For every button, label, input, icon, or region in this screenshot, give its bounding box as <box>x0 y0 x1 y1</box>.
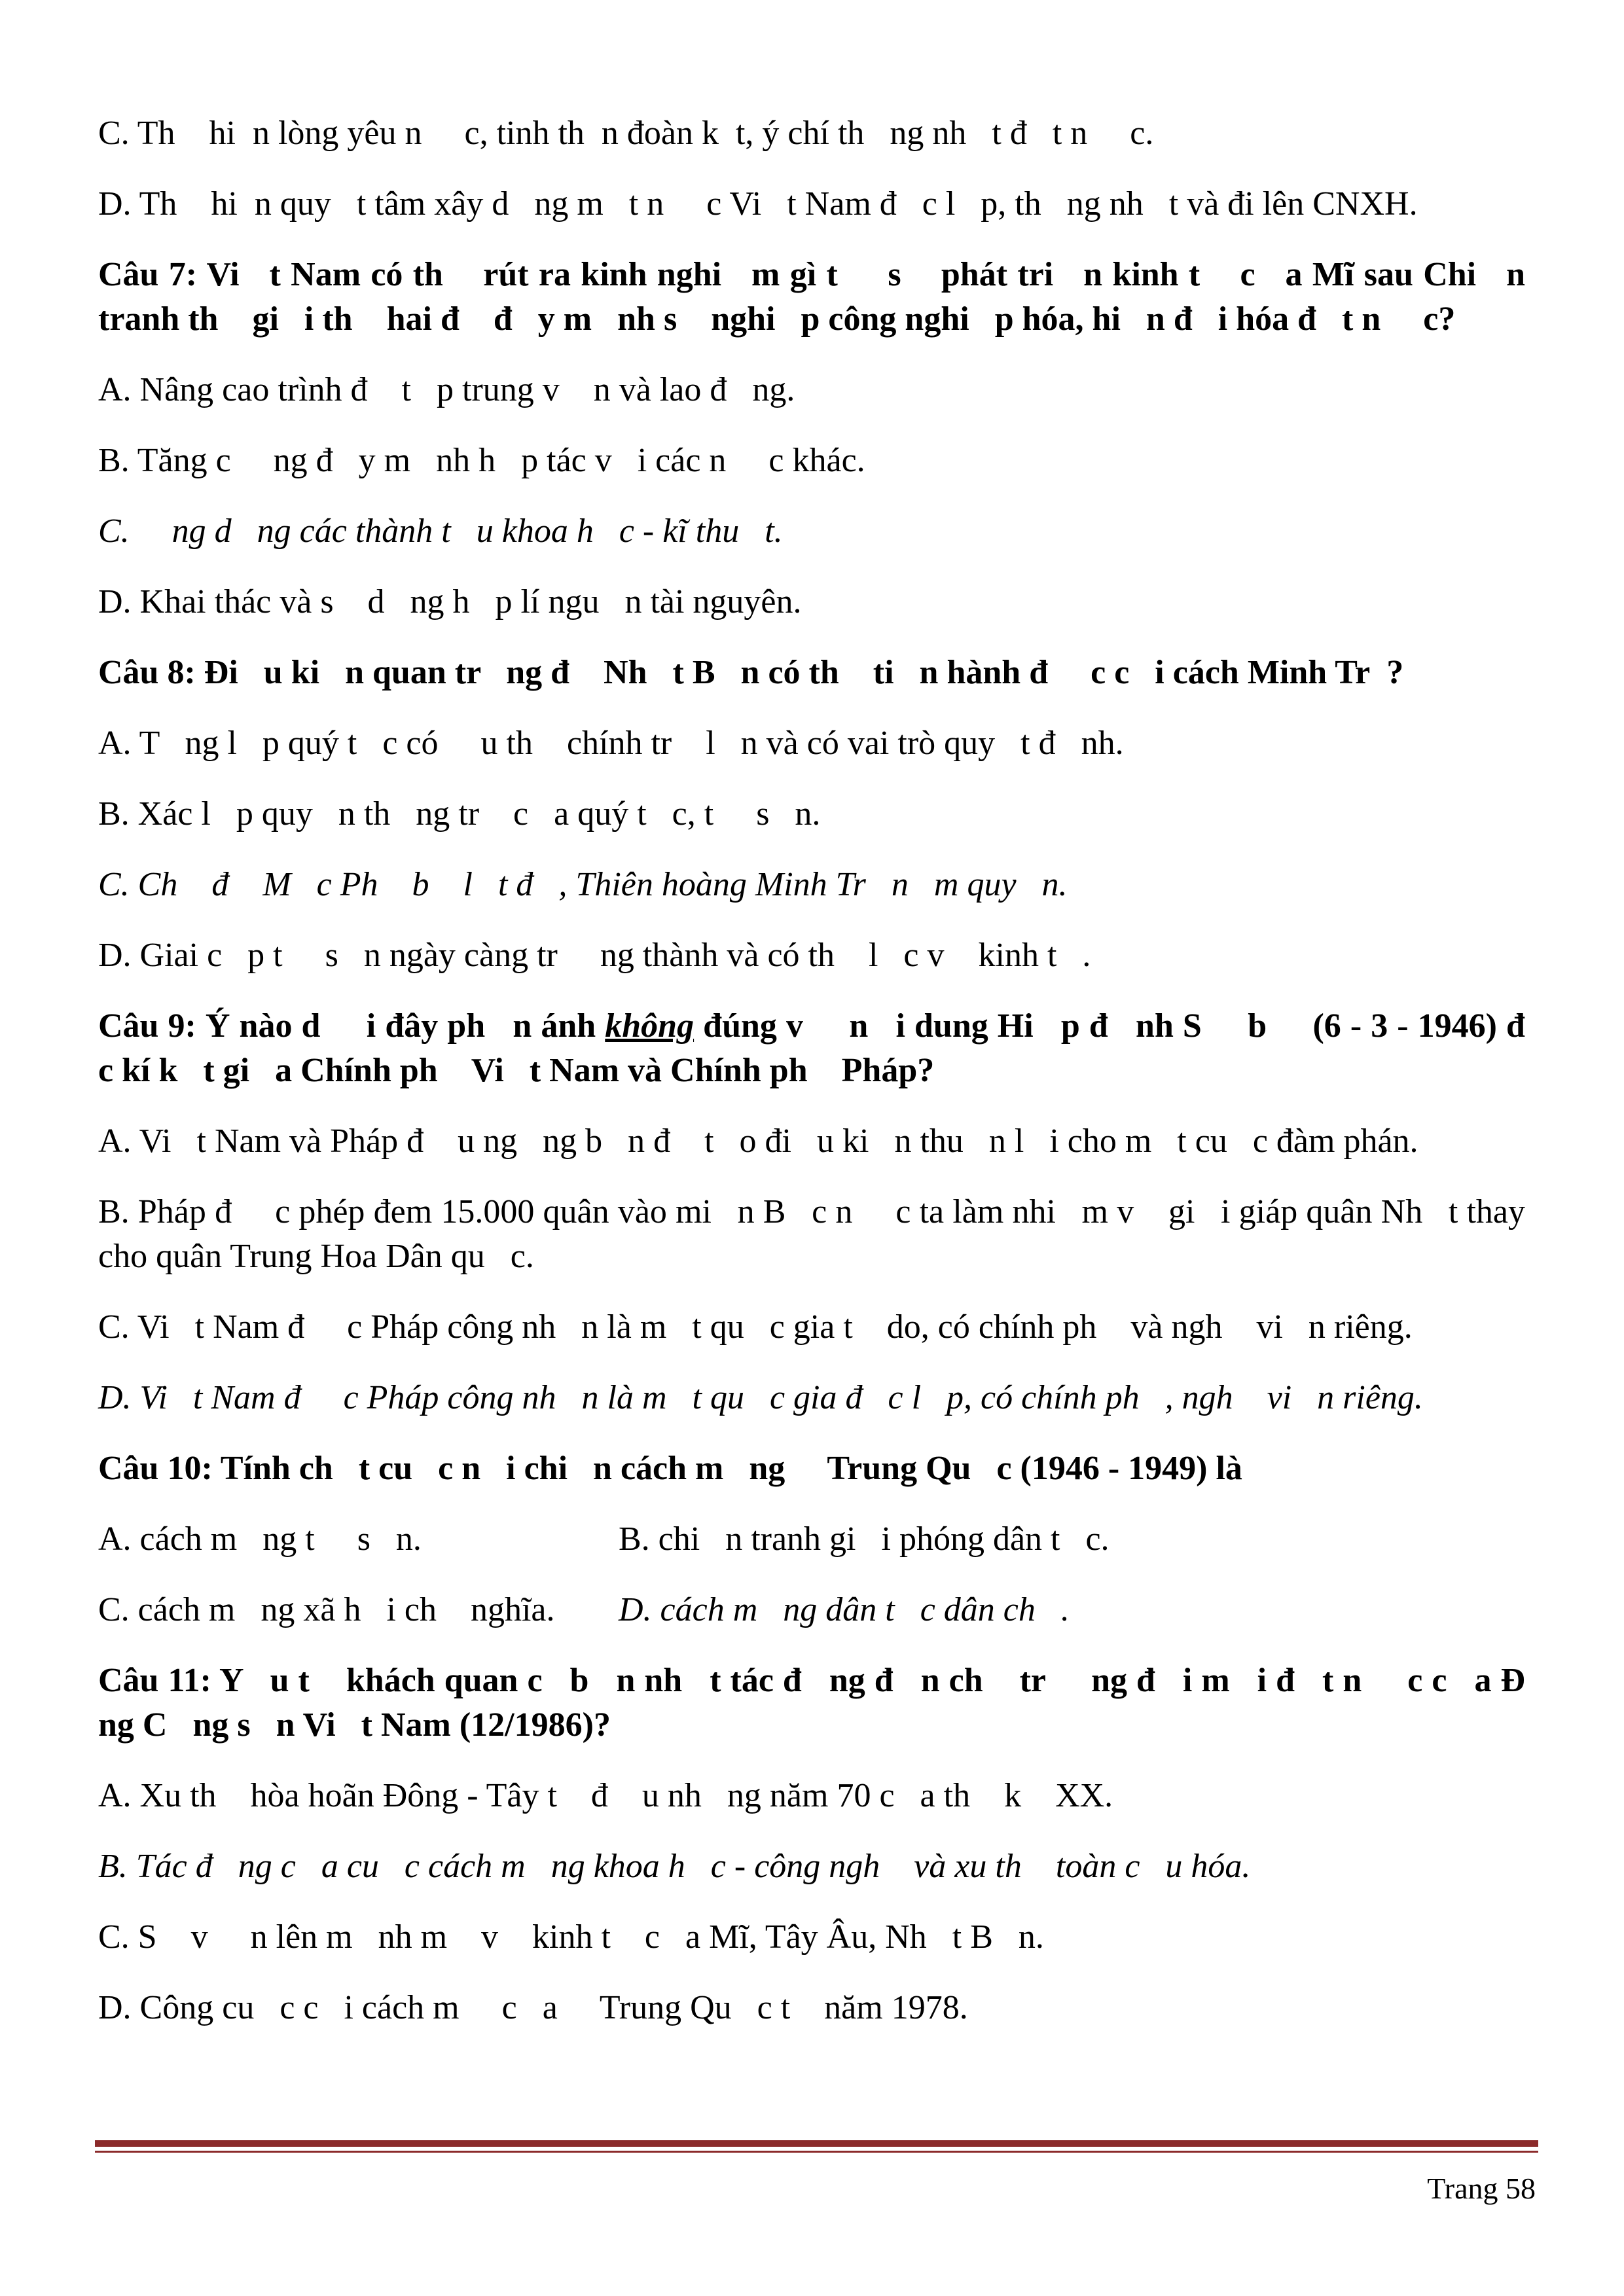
question-7-option-a: A. Nâng cao trình đ t p trung v n và lao đ ng. <box>98 371 795 408</box>
question-9-option-b: B. Pháp đ c phép đem 15.000 quân vào mi n B c n c ta làm nhi m v gi i giáp quân Nh t thay cho quân Trung Hoa Dân qu c. <box>98 1193 1534 1275</box>
question-10: Câu 10: Tính ch t cu c n i chi n cách m ng Trung Qu c (1946 - 1949) là <box>98 1450 1242 1487</box>
question-11: Câu 11: Y u t khách quan c b n nh t tác đ ng đ n ch tr ng đ i m i đ t n c c a Đ ng C ng s n Vi t Nam (12/1986)? <box>98 1662 1551 1744</box>
question-11-option-a: A. Xu th hòa hoãn Đông - Tây t đ u nh ng năm 70 c a th k XX. <box>98 1777 1113 1814</box>
question-7-option-c: C. ng d ng các thành t u khoa h c - kĩ thu t. <box>98 512 783 550</box>
question-8-option-a: A. T ng l p quý t c có u th chính tr l n và có vai trò quy t đ nh. <box>98 725 1124 762</box>
question-10-option-c: C. cách m ng xã h i ch nghĩa. <box>98 1591 555 1628</box>
question-7: Câu 7: Vi t Nam có th rút ra kinh nghi m gì t s phát tri n kinh t c a Mĩ sau Chi n tranh th gi i th hai đ đ y m nh s nghi p công nghi p hóa, hi n đ i hóa đ t n c? <box>98 256 1534 338</box>
question-9-prefix: Câu 9: Ý nào d i đây ph n ánh <box>98 1007 605 1045</box>
question-8-option-c: C. Ch đ M c Ph b l t đ , Thiên hoàng Minh Tr n m quy n. <box>98 866 1068 903</box>
question-9-option-c: C. Vi t Nam đ c Pháp công nh n là m t qu c gia t do, có chính ph và ngh vi n riêng. <box>98 1308 1413 1346</box>
question-11-option-c: C. S v n lên m nh m v kinh t c a Mĩ, Tây Âu, Nh t B n. <box>98 1918 1044 1956</box>
question-10-option-d: D. cách m ng dân t c dân ch . <box>619 1591 1070 1628</box>
footer-rule-thick <box>95 2140 1538 2147</box>
question-8: Câu 8: Đi u ki n quan tr ng đ Nh t B n có th ti n hành đ c c i cách Minh Tr ? <box>98 654 1404 691</box>
answer-c-previous: C. Th hi n lòng yêu n c, tinh th n đoàn k t, ý chí th ng nh t đ t n c. <box>98 115 1154 152</box>
answer-d-previous: D. Th hi n quy t tâm xây d ng m t n c Vi t Nam đ c l p, th ng nh t và đi lên CNXH. <box>98 185 1418 223</box>
footer-rule-thin <box>95 2151 1538 2153</box>
question-11-option-b: B. Tác đ ng c a cu c cách m ng khoa h c - công ngh và xu th toàn c u hóa. <box>98 1848 1251 1885</box>
question-10-row-ab <box>98 1517 1525 1562</box>
question-9 <box>98 1004 1568 1093</box>
question-10-row-cd <box>98 1588 1525 1632</box>
question-9-negation: không <box>605 1007 695 1045</box>
question-8-option-b: B. Xác l p quy n th ng tr c a quý t c, t s n. <box>98 795 821 833</box>
question-10-option-a: A. cách m ng t s n. <box>98 1520 422 1558</box>
question-10-option-b: B. chi n tranh gi i phóng dân t c. <box>619 1520 1110 1558</box>
question-9-suffix: đúng v n i dung Hi p đ nh S b (6 - 3 - 1946) đ c kí k t gi a Chính ph Vi t Nam và Chính ph Pháp? <box>98 1007 1568 1089</box>
question-9-option-d: D. Vi t Nam đ c Pháp công nh n là m t qu c gia đ c l p, có chính ph , ngh vi n riêng. <box>98 1379 1423 1416</box>
question-8-option-d: D. Giai c p t s n ngày càng tr ng thành và có th l c v kinh t . <box>98 937 1091 974</box>
page-number: Trang 58 <box>1427 2172 1536 2205</box>
question-7-option-d: D. Khai thác và s d ng h p lí ngu n tài nguyên. <box>98 583 802 620</box>
question-11-option-d: D. Công cu c c i cách m c a Trung Qu c t năm 1978. <box>98 1989 968 2026</box>
question-9-option-a: A. Vi t Nam và Pháp đ u ng ng b n đ t o đi u ki n thu n l i cho m t cu c đàm phán. <box>98 1122 1418 1160</box>
page-content <box>98 111 1568 2056</box>
question-7-option-b: B. Tăng c ng đ y m nh h p tác v i các n c khác. <box>98 442 865 479</box>
